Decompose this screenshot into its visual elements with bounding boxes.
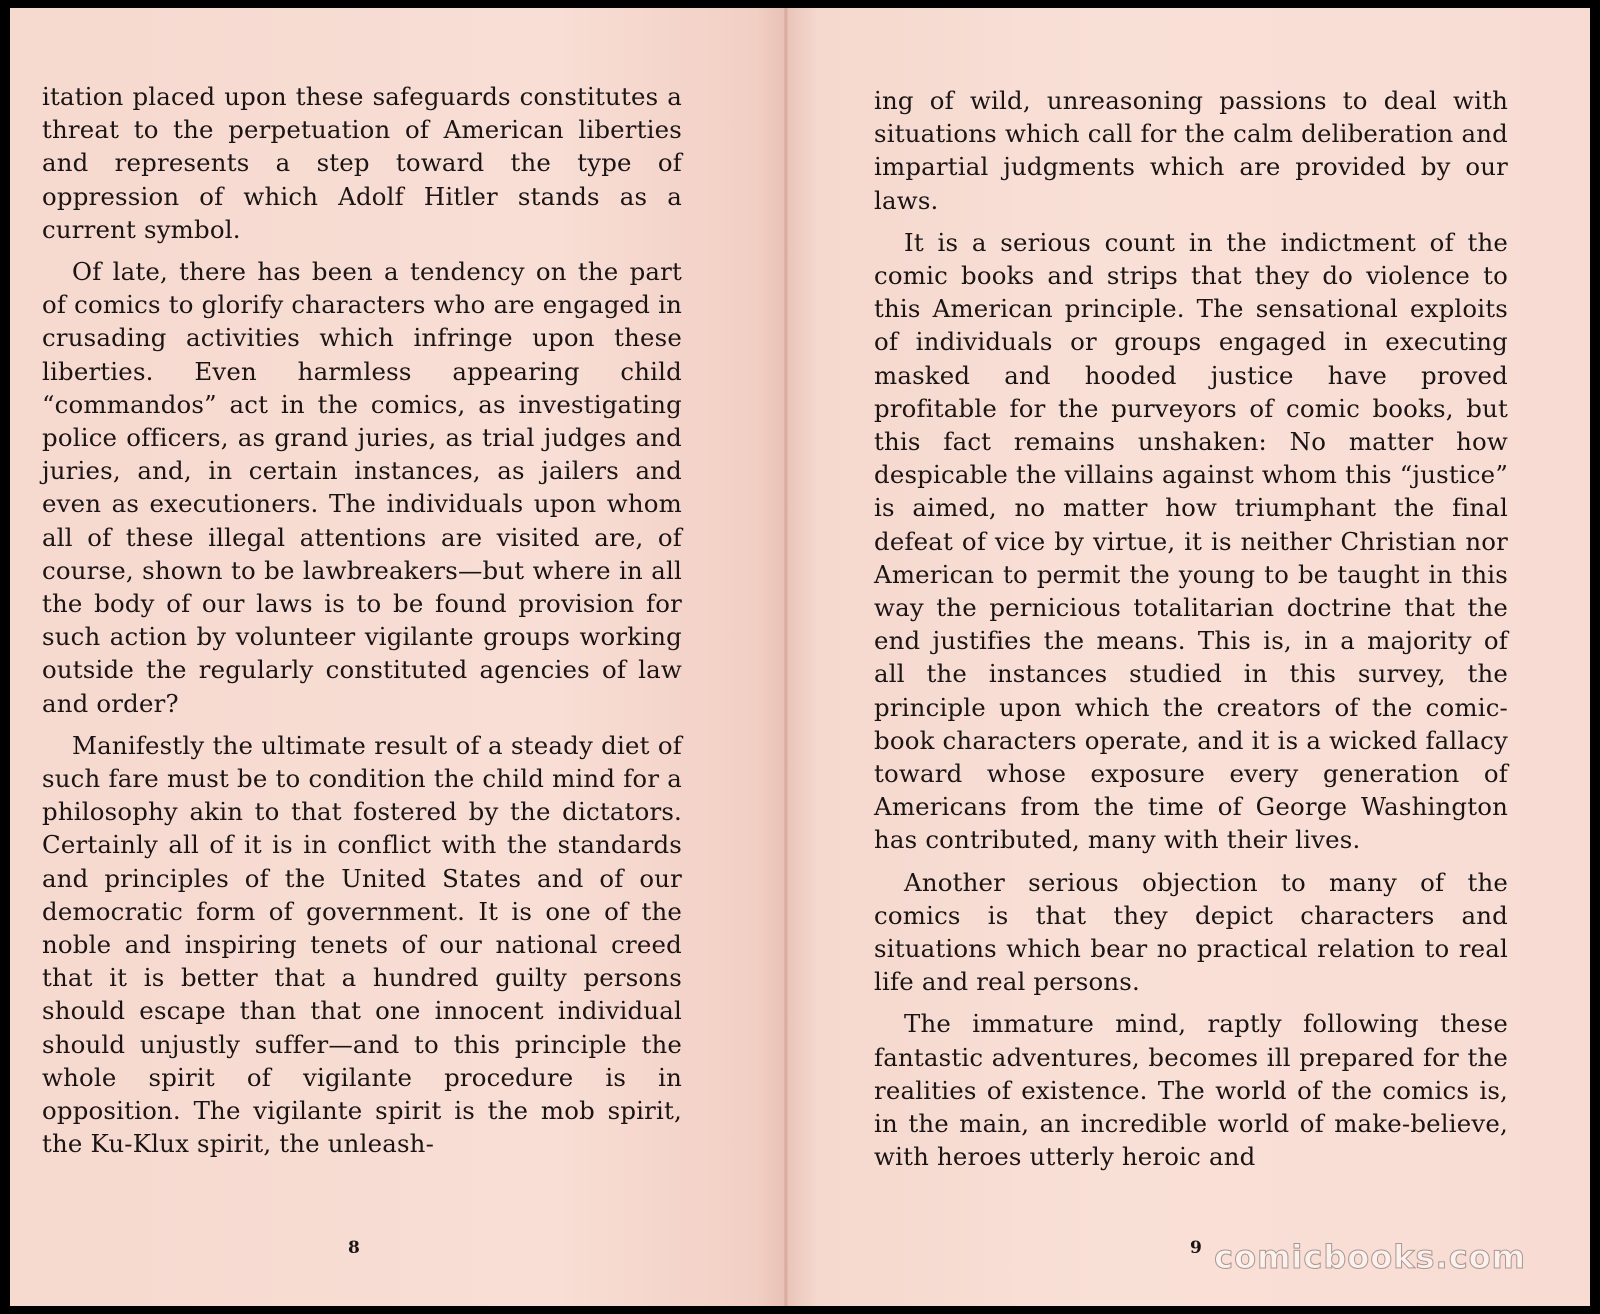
paragraph: Another serious objection to many of the comics is that they depict characters and situations which bear no practical relation to real life and real persons. [874,867,1508,997]
left-page-text [42,80,682,1161]
book-gutter [784,8,788,1306]
page-number-left: 8 [348,1238,360,1258]
page-number-right: 9 [1190,1238,1202,1258]
paragraph: Manifestly the ultimate result of a steady diet of such fare must be to condition the child mind for a philosophy akin to that fostered by the dictators. Certainly all of it is in conflict with the standards and principles of the United States and of our democratic form of government. It is one of the noble and inspiring tenets of our national creed that it is better that a hundred guilty persons should escape than that one innocent individual should unjustly suffer—and to this principle the whole spirit of vigilante procedure is in opposition. The vigilante spirit is the mob spirit, the Ku-Klux spirit, the unleash- [42,730,682,1159]
paragraph: It is a serious count in the indictment of the comic books and strips that they do violence to this American principle. The sensational exploits of individuals or groups engaged in executing masked and hooded justice have proved profitable for the purveyors of comic books, but this fact remains unshaken: No matter how despicable the villains against whom this “justice” is aimed, no matter how triumphant the final defeat of vice by virtue, it is neither Christian nor American to permit the young to be taught in this way the pernicious totalitarian doctrine that the end justifies the means. This is, in a majority of all the instances studied in this survey, the principle upon which the creators of the comic-book characters operate, and it is a wicked fallacy toward whose exposure every generation of Americans from the time of George Washington has contributed, many with their lives. [874,227,1508,855]
left-page [10,8,786,1306]
paragraph: ing of wild, unreasoning passions to deal with situations which call for the calm deliberation and impartial judgments which are provided by our laws. [874,86,1508,215]
paragraph: The immature mind, raptly following these fantastic adventures, becomes ill prepared for the realities of existence. The world of the comics is, in the main, an incredible world of make-believe, with heroes utterly heroic and [874,1009,1508,1172]
watermark: comicbooks.com [1214,1238,1526,1276]
paragraph: itation placed upon these safeguards constitutes a threat to the perpetuation of American liberties and represents a step toward the type of oppression of which Adolf Hitler stands as a current symbol. [42,82,682,244]
right-page-text [874,84,1508,1174]
paragraph: Of late, there has been a tendency on the part of comics to glorify characters who are engaged in crusading activities which infringe upon these liberties. Even harmless appearing child “commandos” act in the comics, as investigating police officers, as grand juries, as trial judges and juries, and, in certain instances, as jailers and even as executioners. The individuals upon whom all of these illegal attentions are visited are, of course, shown to be lawbreakers—but where in all the body of our laws is to be found provision for such action by volunteer vigilante groups working outside the regularly constituted agencies of law and order? [42,257,682,718]
book-spread [10,8,1590,1306]
right-page [786,8,1590,1306]
